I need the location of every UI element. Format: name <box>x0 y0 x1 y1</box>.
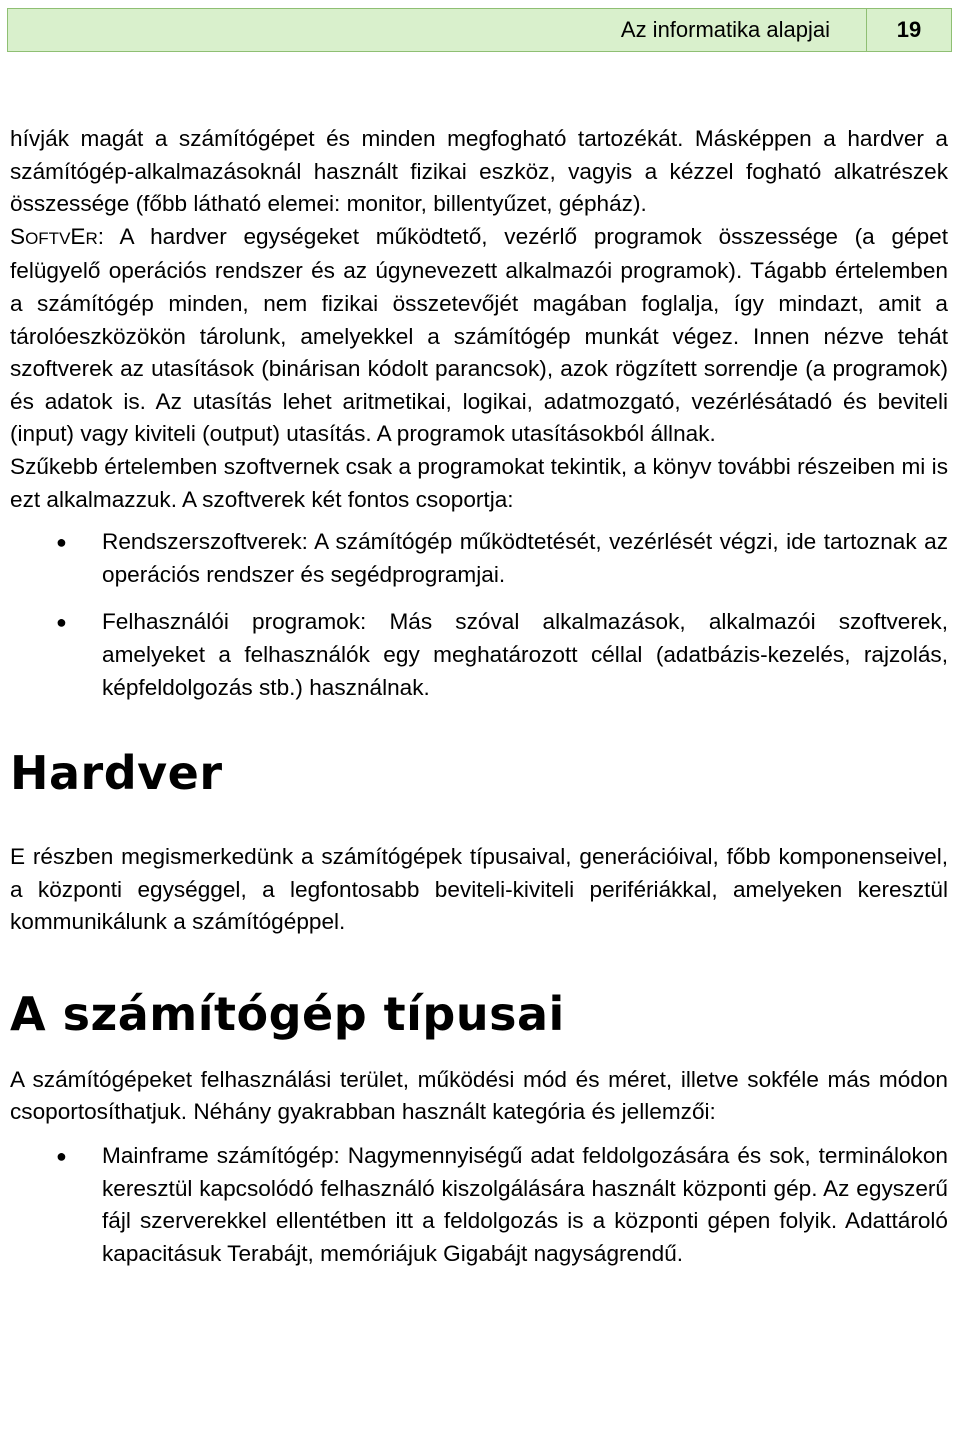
bullet-icon: ● <box>56 612 67 633</box>
list-item: ● Felhasználói programok: Más szóval alkalmazások, alkalmazói szoftverek, amelyeket a felhasználók egy meghatározott céllal (adatbázis-kezelés, rajzolás, képfeldolgozás stb.) használnak. <box>10 606 948 704</box>
software-groups-list <box>10 526 948 704</box>
paragraph-szoftver-groups: Szűkebb értelemben szoftvernek csak a programokat tekintik, a könyv további részeiben mi is ezt alkalmazzuk. A szoftverek két fontos csoportja: <box>10 453 948 512</box>
bullet-icon: ● <box>56 1146 67 1167</box>
heading-computer-types: A számítógép típusai <box>10 986 565 1041</box>
bullet-icon: ● <box>56 532 67 553</box>
list-item: ● Mainframe számítógép: Nagymennyiségű adat feldolgozására és sok, terminálokon keresztül kapcsolódó felhasználó kiszolgálására használt központi gép. Az egyszerű fájl szerverekkel ellentétben itt a feldolgozás is a központi gépen folyik. Adattároló kapacitásuk Terabájt, memóriájuk Gigabájt nagyságrendű. <box>10 1140 948 1270</box>
page-header <box>7 8 952 52</box>
paragraph-hardver-definition: hívják magát a számítógépet és minden megfogható tartozékát. Másképpen a hardver a számítógép-alkalmazásoknál használt fizikai eszköz, vagyis a kézzel fogható alkatrészek összessége (főbb látható elemei: monitor, billentyűzet, gépház). <box>10 126 948 217</box>
list-item: ● Rendszerszoftverek: A számítógép működtetését, vezérlését végzi, ide tartoznak az operációs rendszer és segédprogramjai. <box>10 526 948 591</box>
page-body <box>10 123 948 1270</box>
paragraph-szoftver-definition: SOFTVER: A hardver egységeket működtető, vezérlő programok összessége (a gépet felügyelő operációs rendszer és az úgynevezett alkalmazói programok). Tágabb értelemben a számítógép minden, nem fizikai összetevőjét magában foglalja, így mindazt, amit a tárolóeszközökön tárolunk, amelyekkel a számítógép munkát végez. Innen nézve tehát szoftverek az utasítások (binárisan kódolt parancsok), azok rögzített sorrendje (a programok) és adatok is. Az utasítás lehet aritmetikai, logikai, adatmozgató, vezérlésátadó és beviteli (input) vagy kiviteli (output) utasítás. A programok utasításokból állnak. <box>10 223 948 447</box>
term-szoftver: SOFTVER <box>10 223 98 249</box>
page-number: 19 <box>896 17 922 42</box>
paragraph-hardver-intro: E részben megismerkedünk a számítógépek típusaival, generációival, főbb komponenseivel, a központi egységgel, a legfontosabb beviteli-kiviteli perifériákkal, amelyeken keresztül kommunikálunk a számítógéppel. <box>10 844 948 935</box>
book-title: Az informatika alapjai <box>620 17 830 42</box>
computer-types-list <box>10 1140 948 1270</box>
paragraph-computer-types-intro: A számítógépeket felhasználási terület, működési mód és méret, illetve sokféle más módon csoportosíthatjuk. Néhány gyakrabban használt kategória és jellemzői: <box>10 1066 948 1125</box>
heading-hardver: Hardver <box>10 746 223 801</box>
